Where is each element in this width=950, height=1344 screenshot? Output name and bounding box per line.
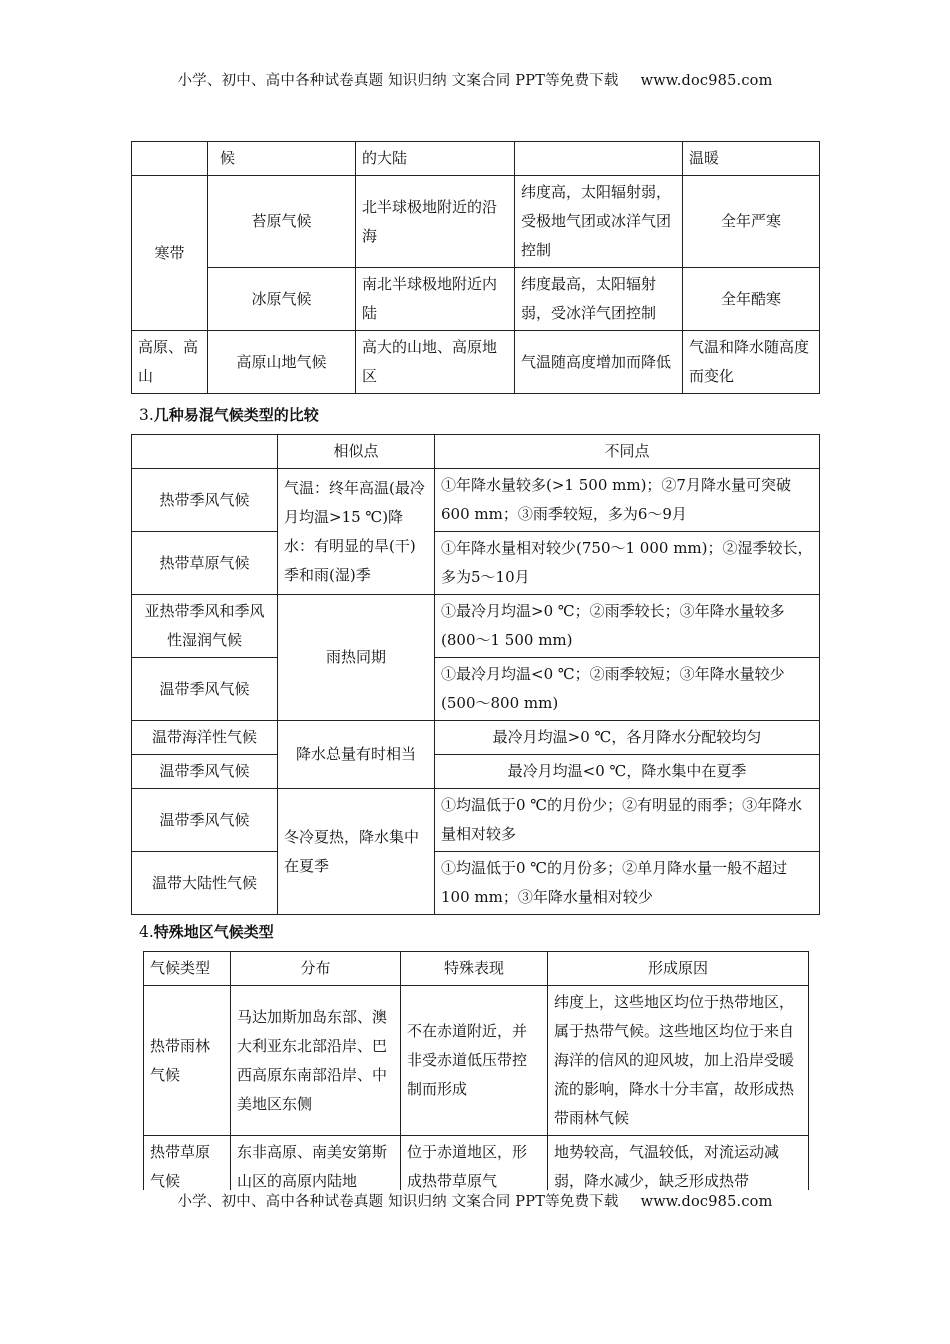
climate-name-cell: 温带季风气候 <box>132 755 278 789</box>
table-header-cell: 特殊表现 <box>401 952 548 986</box>
footer-site: www.doc985.com <box>640 1194 773 1210</box>
section-number: 3. <box>139 406 154 424</box>
comparison-table <box>131 434 820 915</box>
climate-name-cell: 温带季风气候 <box>132 789 278 852</box>
table-cell: 气温和降水随高度而变化 <box>683 331 820 394</box>
table-cell: 纬度高，太阳辐射弱，受极地气团或冰洋气团控制 <box>515 176 683 268</box>
climate-name-cell: 温带海洋性气候 <box>132 721 278 755</box>
table-cell: 温暖 <box>683 142 820 176</box>
section-title: 特殊地区气候类型 <box>153 923 274 941</box>
table-cell: 马达加斯加岛东部、澳大利亚东北部沿岸、巴西高原东南部沿岸、中美地区东侧 <box>231 986 401 1136</box>
table-cell: 纬度上，这些地区均位于热带地区，属于热带气候。这些地区均位于来自海洋的信风的迎风坡，加上沿岸受暖流的影响，降水十分丰富，故形成热带雨林气候 <box>548 986 809 1136</box>
table-cell <box>515 142 683 176</box>
difference-cell: ①最冷月均温<0 ℃；②雨季较短；③年降水量较少(500～800 mm) <box>435 658 820 721</box>
page-header <box>0 69 950 90</box>
table-header-cell: 相似点 <box>278 435 435 469</box>
difference-cell: 最冷月均温>0 ℃，各月降水分配较均匀 <box>435 721 820 755</box>
table-cell <box>132 142 208 176</box>
table-cell: 苔原气候 <box>208 176 356 268</box>
climate-table-continued <box>131 141 820 394</box>
table-cell: 不在赤道附近，并非受赤道低压带控制而形成 <box>401 986 548 1136</box>
table-cell: 地势较高，气温较低，对流运动减弱，降水减少，缺乏形成热带 <box>548 1136 809 1199</box>
table-cell: 气温随高度增加而降低 <box>515 331 683 394</box>
similarity-cell: 雨热同期 <box>278 595 435 721</box>
table-cell: 热带雨林气候 <box>144 986 231 1136</box>
table-cell: 冰原气候 <box>208 268 356 331</box>
similarity-cell: 气温：终年高温(最冷月均温>15 ℃)降水：有明显的旱(干)季和雨(湿)季 <box>278 469 435 595</box>
difference-cell: ①均温低于0 ℃的月份少；②有明显的雨季；③年降水量相对较多 <box>435 789 820 852</box>
difference-cell: 最冷月均温<0 ℃，降水集中在夏季 <box>435 755 820 789</box>
table-cell: 候 <box>208 142 356 176</box>
difference-cell: ①年降水量相对较少(750～1 000 mm)；②湿季较长，多为5～10月 <box>435 532 820 595</box>
table-cell: 位于赤道地区，形成热带草原气 <box>401 1136 548 1199</box>
table-cell: 高原山地气候 <box>208 331 356 394</box>
table-cell: 的大陆 <box>356 142 515 176</box>
climate-name-cell: 热带季风气候 <box>132 469 278 532</box>
table-header-cell: 气候类型 <box>144 952 231 986</box>
section-number: 4. <box>139 923 154 941</box>
climate-name-cell: 温带大陆性气候 <box>132 852 278 915</box>
table-header-cell: 形成原因 <box>548 952 809 986</box>
page-footer <box>0 1190 950 1211</box>
table-header-cell: 分布 <box>231 952 401 986</box>
table-cell: 北半球极地附近的沿海 <box>356 176 515 268</box>
table-cell: 热带草原气候 <box>144 1136 231 1199</box>
table-header-cell: 不同点 <box>435 435 820 469</box>
zone-cell: 高原、高山 <box>132 331 208 394</box>
section-title: 几种易混气候类型的比较 <box>153 406 319 424</box>
table-cell: 全年酷寒 <box>683 268 820 331</box>
table-header-cell <box>132 435 278 469</box>
table-cell: 纬度最高，太阳辐射弱，受冰洋气团控制 <box>515 268 683 331</box>
footer-text: 小学、初中、高中各种试卷真题 知识归纳 文案合同 PPT等免费下载 <box>177 1194 619 1210</box>
difference-cell: ①最冷月均温>0 ℃；②雨季较长；③年降水量较多(800～1 500 mm) <box>435 595 820 658</box>
climate-name-cell: 亚热带季风和季风性湿润气候 <box>132 595 278 658</box>
difference-cell: ①年降水量较多(>1 500 mm)；②7月降水量可突破600 mm；③雨季较短，多为6～9月 <box>435 469 820 532</box>
header-text: 小学、初中、高中各种试卷真题 知识归纳 文案合同 PPT等免费下载 <box>177 73 619 89</box>
climate-name-cell: 温带季风气候 <box>132 658 278 721</box>
zone-cell: 寒带 <box>132 176 208 331</box>
table-cell: 全年严寒 <box>683 176 820 268</box>
table-cell: 高大的山地、高原地区 <box>356 331 515 394</box>
table-cell: 南北半球极地附近内陆 <box>356 268 515 331</box>
difference-cell: ①均温低于0 ℃的月份多；②单月降水量一般不超过100 mm；③年降水量相对较少 <box>435 852 820 915</box>
special-climate-table <box>143 951 809 1199</box>
section-heading-3 <box>139 404 319 425</box>
table-cell: 东非高原、南美安第斯山区的高原内陆地 <box>231 1136 401 1199</box>
climate-name-cell: 热带草原气候 <box>132 532 278 595</box>
similarity-cell: 降水总量有时相当 <box>278 721 435 789</box>
section-heading-4 <box>139 921 274 942</box>
similarity-cell: 冬冷夏热，降水集中在夏季 <box>278 789 435 915</box>
header-site: www.doc985.com <box>640 73 773 89</box>
